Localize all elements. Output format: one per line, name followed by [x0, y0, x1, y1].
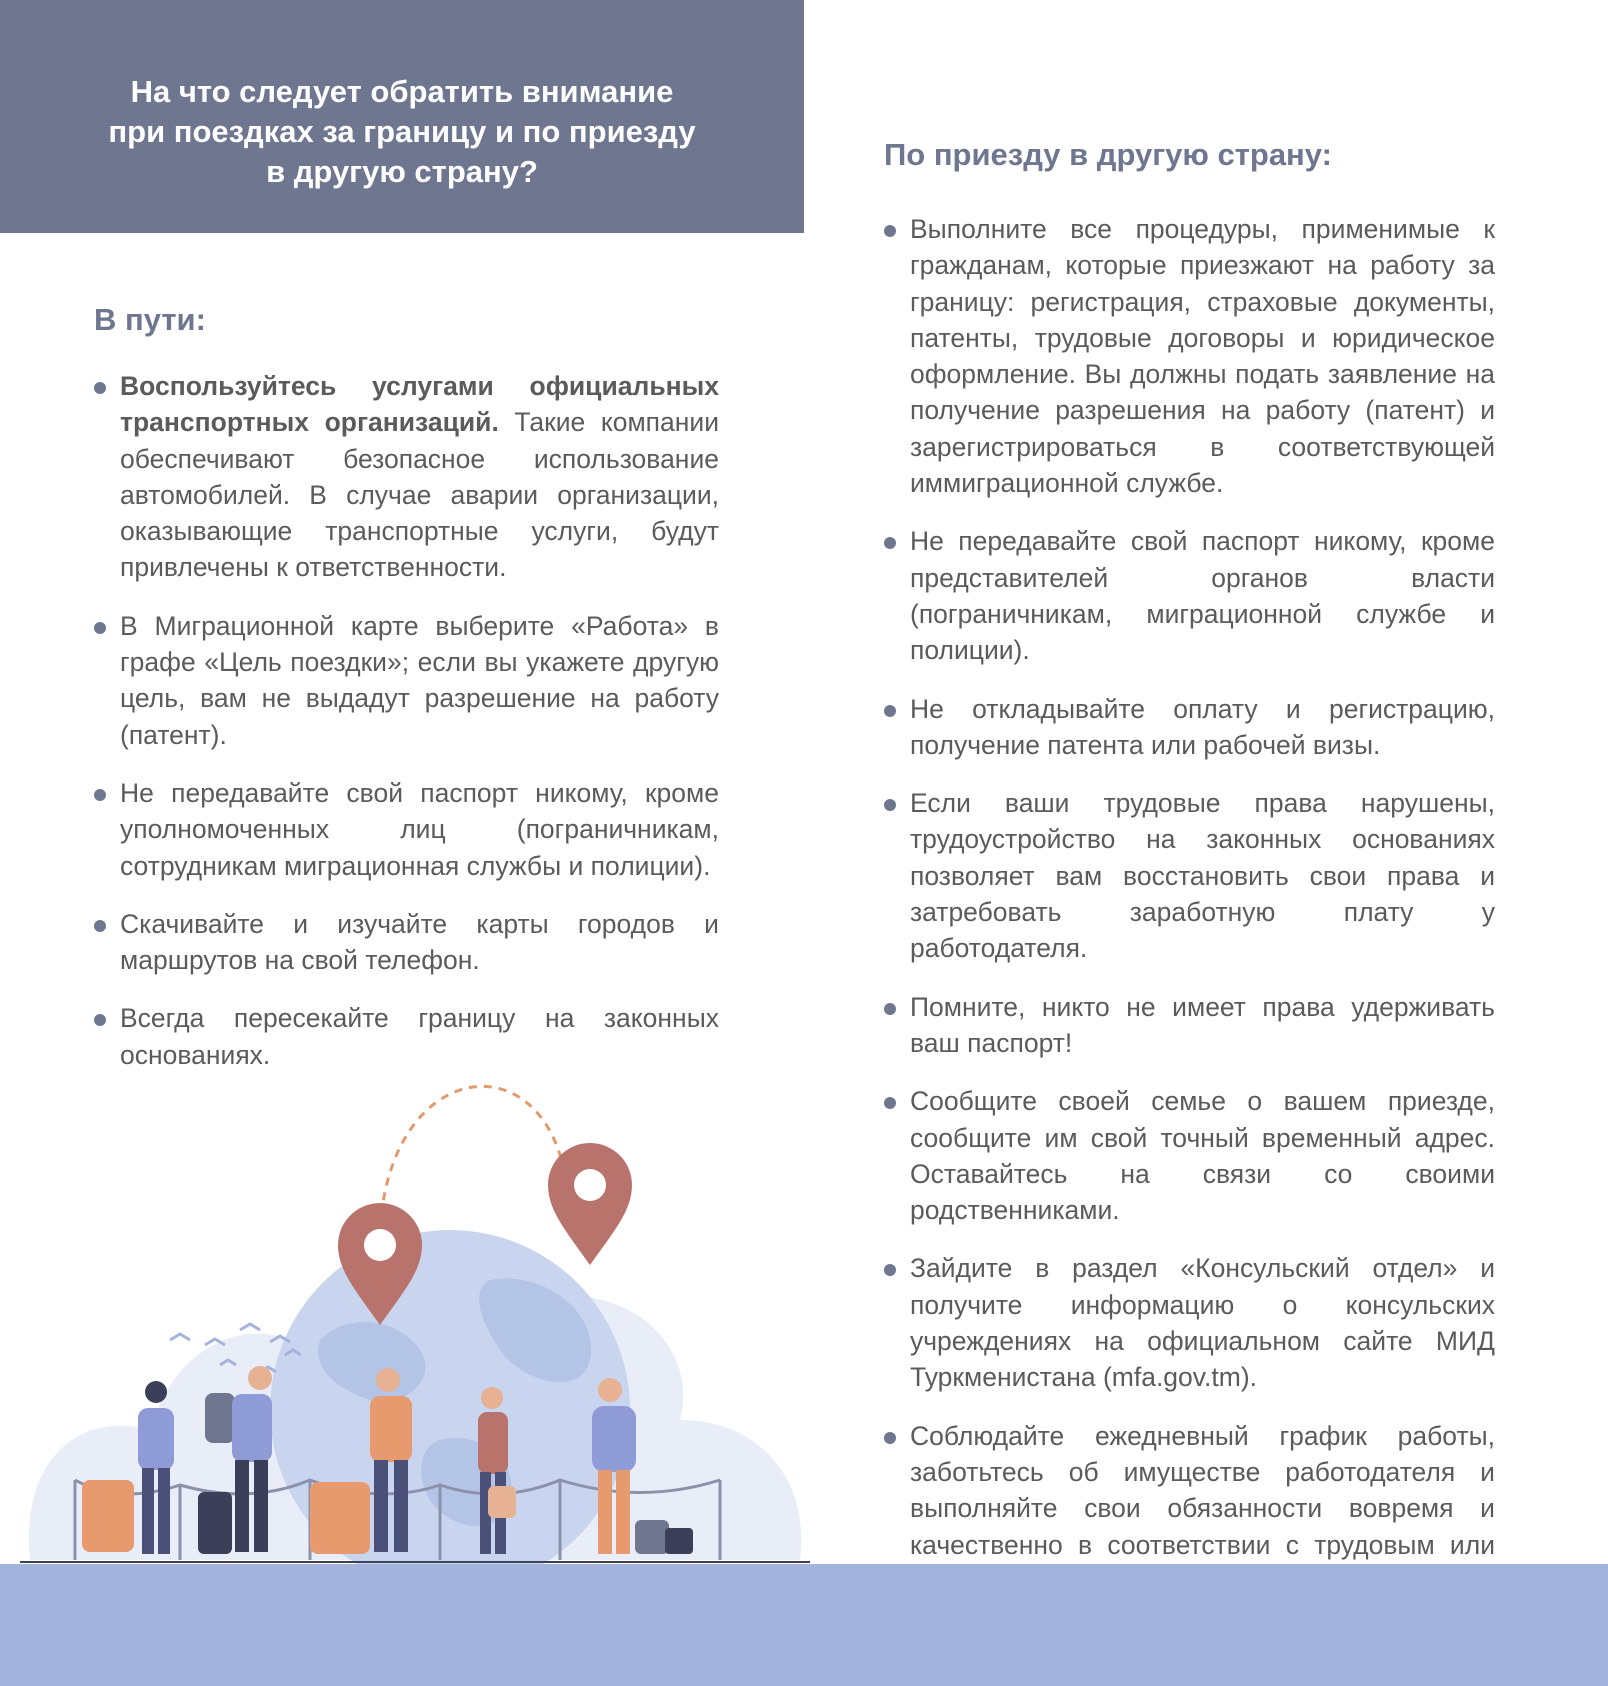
list-item-text: Не откладывайте оплату и регистрацию, получение патента или рабочей визы.: [910, 693, 1495, 760]
list-item-text: Не передавайте свой паспорт никому, кроме уполномоченных лиц (пограничникам, сотрудникам миграционная службы и полиции).: [120, 777, 719, 881]
left-bullet-list: [94, 368, 719, 1095]
list-item-text: Если ваши трудовые права нарушены, трудоустройство на законных основаниях позволяет вам восстановить свои права и затребовать заработную плату у работодателя.: [910, 788, 1495, 964]
location-pin-icon: [548, 1143, 632, 1265]
list-item: [94, 608, 719, 753]
bullet-dot-icon: [884, 1264, 896, 1276]
list-item-text: Выполните все процедуры, применимые к гражданам, которые приезжают на работу за границу: регистрация, страховые документы, патенты, трудовые договоры и юридическое оформление. Вы должны подать заявление на получение разрешения на работу (патент) и зарегистрироваться в соответствующей иммиграционной службе.: [910, 214, 1495, 499]
left-section-title: В пути:: [94, 302, 206, 337]
right-bullet-list: [884, 211, 1495, 1621]
list-item-text: В Миграционной карте выберите «Работа» в графе «Цель поездки»; если вы укажете другую цель, вам не выдадут разрешение на работу (патент).: [120, 610, 719, 750]
list-item: [884, 785, 1495, 966]
bullet-dot-icon: [884, 705, 896, 717]
flight-path: [380, 1086, 565, 1230]
list-item: [884, 211, 1495, 501]
list-item: [94, 368, 719, 586]
footer-band: [0, 1564, 1608, 1686]
bullet-dot-icon: [94, 1014, 106, 1026]
right-section-title: По приезду в другую страну:: [884, 137, 1332, 172]
list-item: [884, 989, 1495, 1062]
list-item-text: Не передавайте свой паспорт никому, кроме представителей органов власти (пограничникам, миграционной службе и полиции).: [910, 526, 1495, 666]
travelers-globe-illustration: [20, 1080, 810, 1570]
list-item: [884, 1083, 1495, 1228]
list-item-text: Сообщите своей семье о вашем приезде, сообщите им свой точный временный адрес. Оставайтесь на связи со своими родственниками.: [910, 1086, 1495, 1226]
list-item: [884, 523, 1495, 668]
bullet-dot-icon: [94, 622, 106, 634]
header-title: На что следует обратить внимание при поездках за границу и по приезду в другую страну?: [108, 74, 696, 189]
list-item-text: Такие компании обеспечивают безопасное использование автомобилей. В случае аварии организации, оказывающие транспортные услуги, будут привлечены к ответственности.: [120, 407, 719, 583]
header-band: [0, 0, 804, 233]
list-item: [884, 1250, 1495, 1395]
list-item-text: Скачивайте и изучайте карты городов и маршрутов на свой телефон.: [120, 908, 719, 976]
list-item-text: Помните, никто не имеет права удерживать ваш паспорт!: [910, 991, 1495, 1058]
list-item: [94, 775, 719, 884]
bullet-dot-icon: [884, 537, 896, 549]
bullet-dot-icon: [884, 1097, 896, 1109]
bullet-dot-icon: [94, 789, 106, 801]
bullet-dot-icon: [94, 382, 106, 394]
list-item: [94, 906, 719, 979]
bullet-dot-icon: [884, 799, 896, 811]
list-item-text: Соблюдайте ежедневный график работы, заботьтесь об имуществе работодателя и выполняйте свои обязанности вовремя и качественно в соответствии с трудовым или: [910, 1420, 1495, 1560]
list-item-text: Всегда пересекайте границу на законных основаниях.: [120, 1003, 719, 1070]
list-item: [94, 1000, 719, 1073]
list-item-bold: Воспользуйтесь услугами официальных транспортных организаций.: [120, 371, 719, 438]
bullet-dot-icon: [884, 1003, 896, 1015]
list-item: [884, 691, 1495, 764]
bullet-dot-icon: [884, 1432, 896, 1444]
bullet-dot-icon: [884, 225, 896, 237]
bullet-dot-icon: [94, 920, 106, 932]
list-item-text: Зайдите в раздел «Консульский отдел» и получите информацию о консульских учреждениях на официальном сайте МИД Туркменистана (mfa.gov.tm).: [910, 1253, 1495, 1393]
